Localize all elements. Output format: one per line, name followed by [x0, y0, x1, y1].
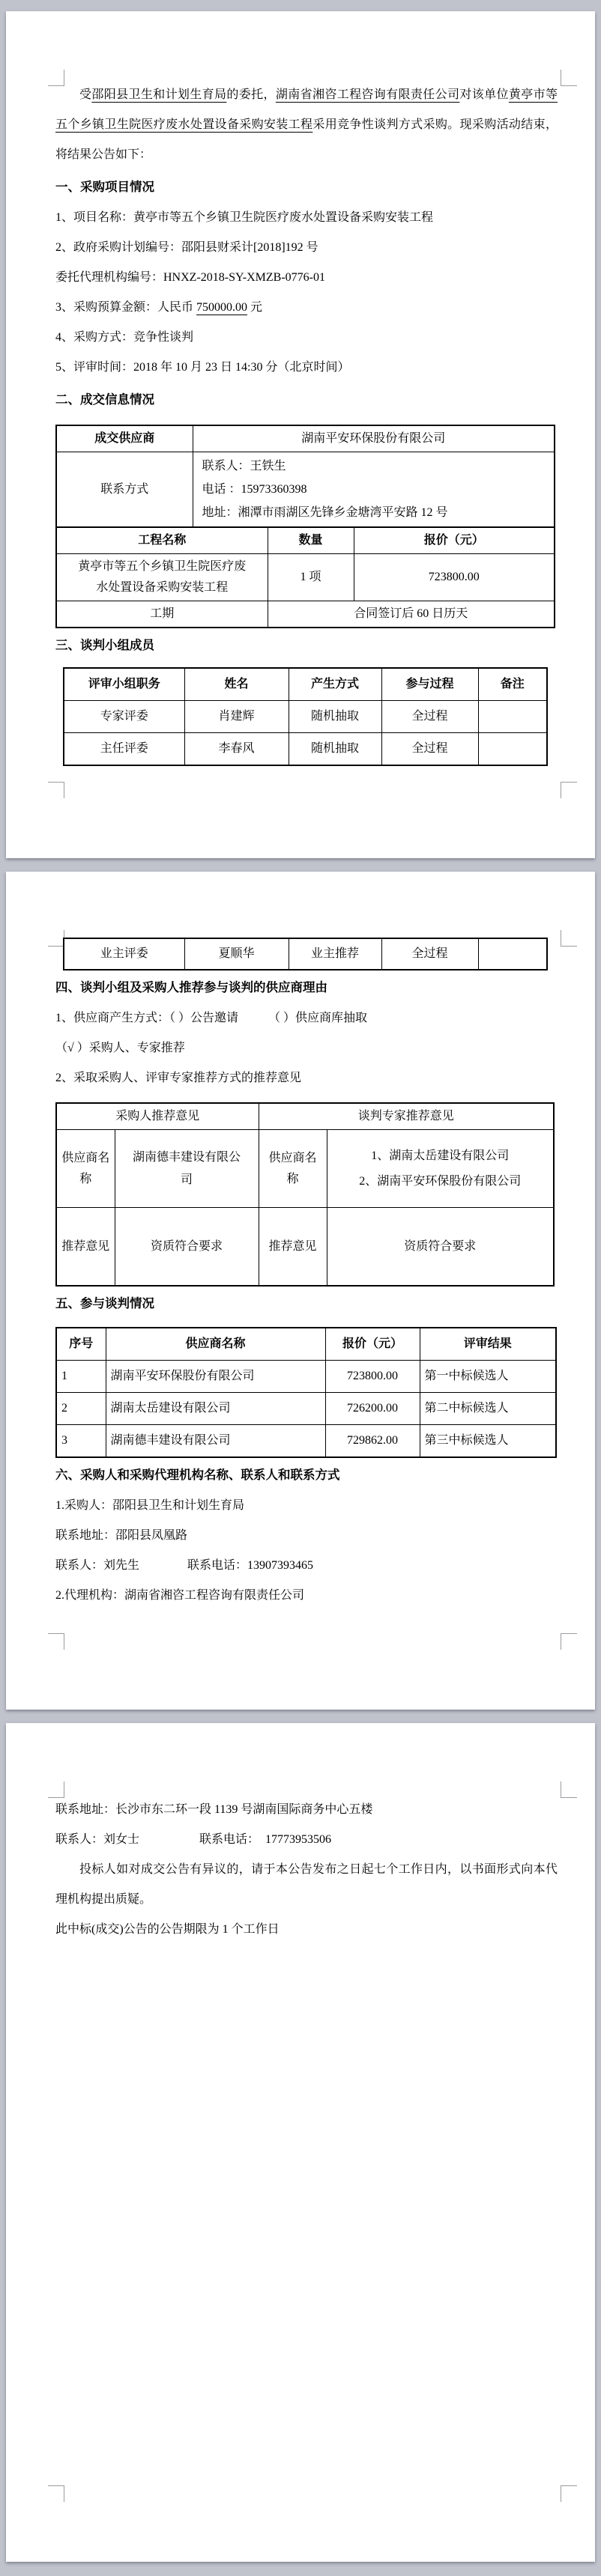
column-header: 参与过程 [381, 668, 478, 701]
bidder-name-cell: 湖南德丰建设有限公司 [106, 1425, 325, 1458]
intro-text: 对该单位 [459, 88, 509, 101]
buyer-opinion-cell: 资质符合要求 [115, 1208, 259, 1287]
contact-address: 地址：湘潭市雨湖区先锋乡金塘湾平安路 12 号 [202, 506, 448, 519]
project-name-cell: 黄亭市等五个乡镇卫生院医疗废水处置设备采购安装工程 [56, 554, 268, 601]
table-row [56, 1103, 554, 1130]
column-header: 评审结果 [420, 1328, 556, 1361]
table-cell: 主任评委 [64, 733, 184, 766]
margin-mark-bottom-right [561, 782, 577, 798]
intro-text: 采用竞争性谈判方式采购。现采购活动结束，将结果公告如下： [55, 118, 558, 161]
expert-supplier-item: 1、湖南太岳建设有限公司 [371, 1149, 510, 1162]
table-row [56, 527, 555, 554]
table-cell: 随机抽取 [289, 733, 381, 766]
quantity-cell: 1 项 [268, 554, 354, 601]
supplier-source-line: 1、供应商产生方式：（ ）公告邀请 （ ）供应商库抽取 [55, 1012, 368, 1024]
table-row [56, 554, 555, 601]
bidder-name-cell: 湖南太岳建设有限公司 [106, 1393, 325, 1425]
agency-address-line: 联系地址：长沙市东二环一段 1139 号湖南国际商务中心五楼 [55, 1803, 373, 1816]
purchaser-address-line: 联系地址：邵阳县凤凰路 [55, 1529, 188, 1542]
table-row [64, 938, 547, 970]
column-header: 供应商名称 [106, 1328, 325, 1361]
contact-info-cell [193, 452, 555, 528]
supplier-label-cell: 供应商名称 [56, 1130, 115, 1208]
page-3 [6, 1723, 595, 2562]
table-row [56, 1328, 556, 1361]
plan-number-line: 2、政府采购计划编号：邵阳县财采计[2018]192 号 [55, 241, 318, 254]
recommendation-table [55, 1102, 555, 1287]
table-row [56, 1393, 556, 1425]
rank-cell: 1 [56, 1361, 106, 1393]
page-3-content [6, 1723, 595, 1945]
table-row [56, 1130, 554, 1208]
table-cell: 夏顺华 [184, 938, 289, 970]
table-cell: 专家评委 [64, 701, 184, 733]
table-cell [478, 938, 547, 970]
table-cell: 肖建辉 [184, 701, 289, 733]
table-row [56, 1361, 556, 1393]
supplier-name-cell: 湖南平安环保股份有限公司 [193, 425, 555, 452]
rank-cell: 2 [56, 1393, 106, 1425]
contact-person: 联系人：王铁生 [202, 460, 286, 473]
contact-phone: 电话 ：15973360398 [202, 483, 307, 496]
table-cell [478, 733, 547, 766]
intro-paragraph [55, 80, 558, 170]
table-cell: 业主推荐 [289, 938, 381, 970]
project-name-line: 1、项目名称：黄亭市等五个乡镇卫生院医疗废水处置设备采购安装工程 [55, 211, 434, 224]
table-row [64, 733, 547, 766]
bid-price-cell: 729862.00 [325, 1425, 420, 1458]
table-row [64, 668, 547, 701]
agent-number-line: 委托代理机构编号：HNXZ-2018-SY-XMZB-0776-01 [55, 271, 325, 284]
budget-amount: 750000.00 [196, 301, 248, 314]
table-cell [478, 701, 547, 733]
expert-opinion-cell: 资质符合要求 [327, 1208, 554, 1287]
expert-supplier-item: 2、湖南平安环保股份有限公司 [359, 1174, 522, 1188]
announcement-period-line: 此中标(成交)公告的公告期限为 1 个工作日 [55, 1923, 280, 1936]
page-1-content [6, 11, 595, 766]
supplier-label-cell: 成交供应商 [56, 425, 193, 452]
margin-mark-bottom-left [48, 1633, 64, 1650]
page-2 [6, 872, 595, 1710]
table-row [56, 601, 555, 628]
column-header: 报价（元） [354, 527, 555, 554]
margin-mark-bottom-right [561, 1633, 577, 1650]
award-project-table [55, 526, 555, 628]
table-cell: 随机抽取 [289, 701, 381, 733]
award-info-table [55, 425, 555, 528]
opinion-label-cell: 推荐意见 [56, 1208, 115, 1287]
result-cell: 第二中标候选人 [420, 1393, 556, 1425]
review-time-line: 5、评审时间：2018 年 10 月 23 日 14:30 分（北京时间） [55, 361, 350, 374]
budget-line [55, 293, 558, 323]
section-3-heading: 三、谈判小组成员 [55, 638, 154, 652]
result-cell: 第一中标候选人 [420, 1361, 556, 1393]
result-cell: 第三中标候选人 [420, 1425, 556, 1458]
agency-contact-line: 联系人：刘女士 联系电话： 17773953506 [55, 1833, 332, 1846]
rank-cell: 3 [56, 1425, 106, 1458]
table-cell: 全过程 [381, 938, 478, 970]
purchaser-contact-line: 联系人：刘先生 联系电话：13907393465 [55, 1559, 314, 1572]
duration-label-cell: 工期 [56, 601, 268, 628]
margin-mark-bottom-left [48, 2485, 64, 2502]
column-header: 备注 [478, 668, 547, 701]
panel-members-table-continued [63, 938, 548, 970]
expert-recommendation-header: 谈判专家推荐意见 [259, 1103, 554, 1130]
budget-prefix: 3、采购预算金额：人民币 [55, 301, 197, 314]
checked-option-line: （√ ）采购人、专家推荐 [55, 1042, 185, 1054]
page-1 [6, 11, 595, 858]
table-cell: 业主评委 [64, 938, 184, 970]
entrusting-agency: 邵阳县卫生和计划生育局 [91, 88, 227, 101]
buyer-recommendation-header: 采购人推荐意见 [56, 1103, 259, 1130]
expert-suppliers-cell [327, 1130, 554, 1208]
buyer-supplier-cell: 湖南德丰建设有限公司 [115, 1130, 259, 1208]
panel-members-table [63, 667, 548, 766]
section-6-heading: 六、采购人和采购代理机构名称、联系人和联系方式 [55, 1468, 340, 1482]
table-row [56, 1425, 556, 1458]
column-header: 数量 [268, 527, 354, 554]
table-cell: 全过程 [381, 701, 478, 733]
purchaser-line: 1.采购人：邵阳县卫生和计划生育局 [55, 1499, 245, 1512]
table-cell: 李春风 [184, 733, 289, 766]
section-4-heading: 四、谈判小组及采购人推荐参与谈判的供应商理由 [55, 980, 327, 994]
table-cell: 全过程 [381, 733, 478, 766]
method-line: 4、采购方式：竞争性谈判 [55, 331, 194, 344]
section-1-heading: 一、采购项目情况 [55, 180, 154, 194]
page-2-content [6, 872, 595, 1611]
recommend-opinion-line: 2、采取采购人、评审专家推荐方式的推荐意见 [55, 1072, 302, 1084]
column-header: 评审小组职务 [64, 668, 184, 701]
price-cell: 723800.00 [354, 554, 555, 601]
project-name: 黄亭市等五个乡镇卫生院医疗废水处置设备采购安装工程 [55, 88, 558, 131]
section-5-heading: 五、参与谈判情况 [55, 1296, 154, 1310]
objection-paragraph: 投标人如对成交公告有异议的，请于本公告发布之日起七个工作日内，以书面形式向本代理机构提出质疑。 [55, 1863, 558, 1906]
column-header: 序号 [56, 1328, 106, 1361]
supplier-label-cell: 供应商名称 [259, 1130, 327, 1208]
column-header: 报价（元） [325, 1328, 420, 1361]
intro-text: 受 [79, 88, 92, 101]
agent-company: 湖南省湘咨工程咨询有限责任公司 [275, 88, 460, 101]
bidder-name-cell: 湖南平安环保股份有限公司 [106, 1361, 325, 1393]
table-row [56, 452, 555, 528]
margin-mark-bottom-left [48, 782, 64, 798]
duration-value-cell: 合同签订后 60 日历天 [268, 601, 555, 628]
contact-label-cell: 联系方式 [56, 452, 193, 528]
column-header: 姓名 [184, 668, 289, 701]
bid-price-cell: 726200.00 [325, 1393, 420, 1425]
bid-price-cell: 723800.00 [325, 1361, 420, 1393]
table-row [56, 425, 555, 452]
column-header: 产生方式 [289, 668, 381, 701]
column-header: 工程名称 [56, 527, 268, 554]
intro-text: 的委托， [226, 88, 276, 101]
opinion-label-cell: 推荐意见 [259, 1208, 327, 1287]
table-row [64, 701, 547, 733]
section-2-heading: 二、成交信息情况 [55, 392, 154, 407]
table-row [56, 1208, 554, 1287]
budget-suffix: 元 [247, 301, 263, 314]
agency-line: 2.代理机构：湖南省湘咨工程咨询有限责任公司 [55, 1589, 305, 1602]
margin-mark-bottom-right [561, 2485, 577, 2502]
bidders-table [55, 1327, 557, 1458]
